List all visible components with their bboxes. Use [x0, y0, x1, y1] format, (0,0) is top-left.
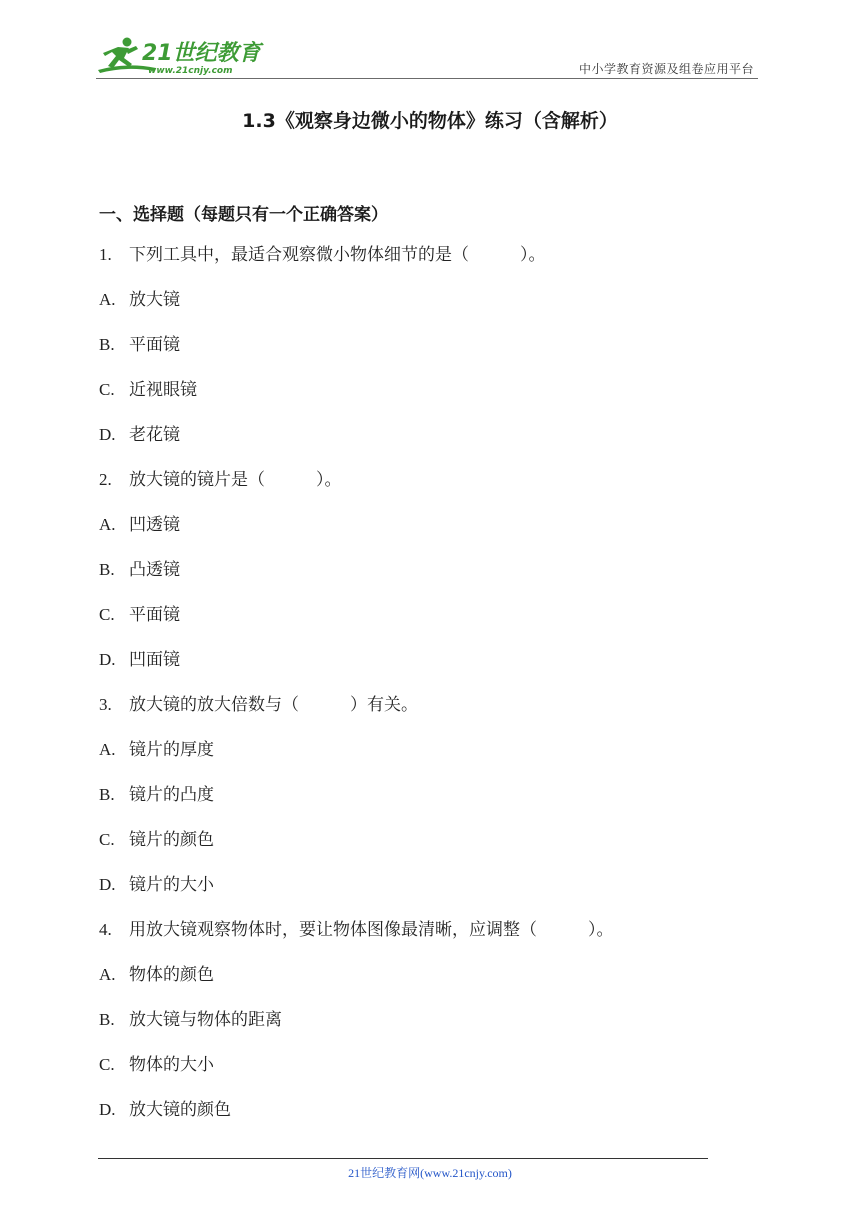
question-text: 下列工具中，最适合观察微小物体细节的是（ ）。 — [129, 245, 546, 265]
option-text: 物体的颜色 — [129, 965, 214, 985]
question-stem — [99, 457, 739, 502]
option-letter: C. — [99, 1055, 115, 1074]
option-letter: D. — [99, 650, 116, 669]
option-letter: A. — [99, 290, 116, 309]
option-letter: C. — [99, 380, 115, 399]
footer-divider — [98, 1158, 708, 1159]
question-number: 3. — [99, 695, 112, 714]
logo-subtext: www.21cnjy.com — [148, 66, 233, 76]
option-d[interactable] — [99, 412, 739, 457]
option-letter: A. — [99, 740, 116, 759]
question-stem — [99, 682, 739, 727]
option-letter: A. — [99, 515, 116, 534]
option-b[interactable] — [99, 772, 739, 817]
header-divider — [96, 78, 758, 79]
question-text: 放大镜的放大倍数与（ ）有关。 — [129, 695, 418, 715]
option-c[interactable] — [99, 1042, 739, 1087]
option-d[interactable] — [99, 637, 739, 682]
option-text: 平面镜 — [129, 605, 180, 625]
option-a[interactable] — [99, 952, 739, 997]
option-text: 放大镜与物体的距离 — [129, 1010, 282, 1030]
question-stem — [99, 232, 739, 277]
option-text: 凹透镜 — [129, 515, 180, 535]
option-text: 镜片的颜色 — [129, 830, 214, 850]
option-a[interactable] — [99, 727, 739, 772]
question-list — [99, 232, 739, 1132]
question-number: 1. — [99, 245, 112, 264]
section-heading: 一、选择题（每题只有一个正确答案） — [99, 205, 388, 225]
option-a[interactable] — [99, 502, 739, 547]
option-c[interactable] — [99, 817, 739, 862]
option-b[interactable] — [99, 997, 739, 1042]
document-title: 1.3《观察身边微小的物体》练习（含解析） — [242, 110, 618, 132]
option-letter: A. — [99, 965, 116, 984]
option-text: 放大镜的颜色 — [129, 1100, 231, 1120]
option-c[interactable] — [99, 592, 739, 637]
option-b[interactable] — [99, 547, 739, 592]
site-logo[interactable] — [96, 34, 266, 76]
option-letter: B. — [99, 335, 115, 354]
footer-link[interactable]: 21世纪教育网(www.21cnjy.com) — [348, 1166, 512, 1180]
option-c[interactable] — [99, 367, 739, 412]
question-text: 放大镜的镜片是（ ）。 — [129, 470, 342, 490]
question-item — [99, 232, 739, 457]
option-letter: D. — [99, 1100, 116, 1119]
option-letter: C. — [99, 830, 115, 849]
option-letter: D. — [99, 875, 116, 894]
option-text: 平面镜 — [129, 335, 180, 355]
option-letter: B. — [99, 785, 115, 804]
option-d[interactable] — [99, 862, 739, 907]
option-b[interactable] — [99, 322, 739, 367]
option-d[interactable] — [99, 1087, 739, 1132]
option-letter: B. — [99, 1010, 115, 1029]
logo-text: 21世纪教育 — [142, 41, 261, 66]
question-item — [99, 457, 739, 682]
option-text: 近视眼镜 — [129, 380, 197, 400]
option-text: 凸透镜 — [129, 560, 180, 580]
option-text: 老花镜 — [129, 425, 180, 445]
runner-logo-icon — [96, 34, 266, 76]
question-text: 用放大镜观察物体时，要让物体图像最清晰，应调整（ ）。 — [129, 920, 614, 940]
option-letter: C. — [99, 605, 115, 624]
option-text: 镜片的厚度 — [129, 740, 214, 760]
header-tagline: 中小学教育资源及组卷应用平台 — [578, 62, 754, 76]
question-item — [99, 682, 739, 907]
question-number: 4. — [99, 920, 112, 939]
page-header — [96, 30, 758, 80]
option-letter: B. — [99, 560, 115, 579]
option-text: 镜片的凸度 — [129, 785, 214, 805]
question-stem — [99, 907, 739, 952]
option-text: 凹面镜 — [129, 650, 180, 670]
option-letter: D. — [99, 425, 116, 444]
option-text: 物体的大小 — [129, 1055, 214, 1075]
question-number: 2. — [99, 470, 112, 489]
option-text: 镜片的大小 — [129, 875, 214, 895]
option-text: 放大镜 — [129, 290, 180, 310]
option-a[interactable] — [99, 277, 739, 322]
question-item — [99, 907, 739, 1132]
